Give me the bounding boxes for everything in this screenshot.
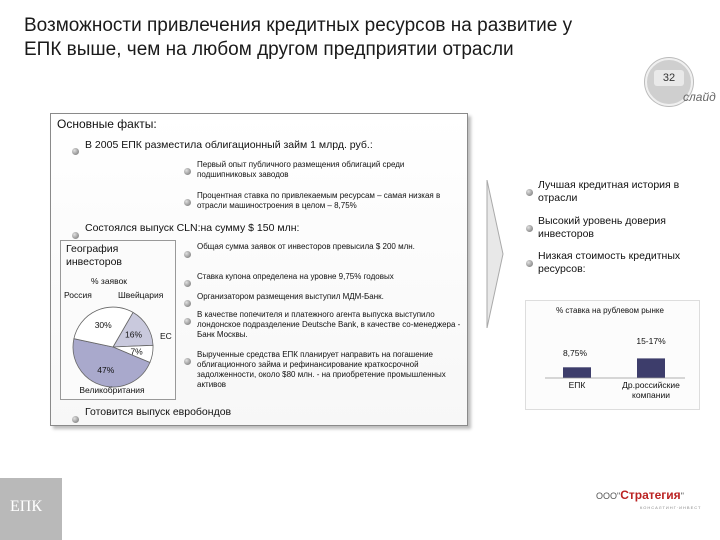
cln-point-5: Вырученные средства ЕПК планирует направить на погашение облигационного займа и рефинансирование краткосрочной задолженности, около $80 млн. - на приобретение промышленных активов	[197, 350, 446, 389]
company-logo	[596, 488, 684, 502]
bar-category-label: ЕПК	[568, 380, 586, 390]
bar-value-label: 15-17%	[636, 336, 666, 346]
pie-title: География инвесторов	[66, 243, 123, 268]
eurobond-text: Готовится выпуск евробондов	[85, 406, 232, 418]
investor-geography-pie	[60, 285, 176, 405]
company-subtitle: КОНСАЛТИНГ·ИНВЕСТ	[640, 505, 702, 510]
slide-label: слайд	[683, 90, 716, 104]
bullet-icon	[184, 162, 191, 180]
title-line-1: Возможности привлечения кредитных ресурсов на развитие у	[24, 15, 573, 36]
pie-category-label: Швейцария	[118, 290, 164, 300]
bullet-icon	[526, 183, 533, 201]
pie-value-label: 7%	[130, 346, 143, 357]
bullet-icon	[184, 352, 191, 370]
rate-bar-chart	[525, 300, 700, 425]
epk-logo-text: ЕПК	[10, 498, 42, 515]
pie-category-label: Великобритания	[79, 385, 145, 395]
bullet-icon	[184, 312, 191, 330]
pie-category-label: ЕС	[160, 331, 172, 341]
bullet-icon	[526, 254, 533, 272]
pie-value-label: 47%	[97, 364, 115, 375]
bar-value-label: 8,75%	[562, 348, 588, 358]
company-suffix: "	[680, 491, 684, 501]
bar-0	[563, 367, 591, 378]
bullet-icon	[72, 410, 79, 428]
bullet-icon	[184, 274, 191, 292]
pie-value-label: 30%	[94, 320, 112, 331]
cln-point-4: В качестве попечителя и платежного агента выпуска выступило лондонское подразделение Deutsche Bank, в качестве со-менеджера - Банк Москвы.	[197, 310, 461, 339]
cln-point-3: Организатором размещения выступил МДМ-Банк.	[197, 292, 384, 301]
cln-point-2: Ставка купона определена на уровне 9,75% годовых	[197, 272, 394, 281]
bond-point-1: Первый опыт публичного размещения облигаций среди подшипниковых заводов	[197, 160, 405, 179]
bullet-icon	[184, 193, 191, 211]
bar-category-label: компании	[632, 390, 670, 400]
page-title	[24, 14, 624, 62]
bullet-icon	[526, 219, 533, 237]
company-name: Стратегия	[620, 488, 681, 502]
advantage-2: Высокий уровень доверия инвесторов	[538, 215, 666, 240]
pie-category-label: Россия	[64, 290, 92, 300]
cln-issue-text: Состоялся выпуск CLN:на сумму $ 150 млн:	[85, 222, 300, 234]
bar-category-label: Др.российские	[622, 380, 680, 390]
bullet-icon	[184, 245, 191, 263]
advantage-1: Лучшая кредитная история в отрасли	[538, 179, 680, 204]
pie-subtitle: % заявок	[91, 276, 128, 286]
arrow-icon	[485, 180, 505, 328]
company-prefix: ООО"	[596, 491, 621, 501]
bullet-icon	[184, 294, 191, 312]
bond-issue-text: В 2005 ЕПК разместила облигационный займ 1 млрд. руб.:	[85, 139, 373, 151]
bond-point-2: Процентная ставка по привлекаемым ресурсам – самая низкая в отрасли машиностроения в целом – 8,75%	[197, 191, 441, 210]
title-line-2: ЕПК выше, чем на любом другом предприятии отрасли	[24, 39, 514, 60]
cln-point-1: Общая сумма заявок от инвесторов превысила $ 200 млн.	[197, 242, 415, 251]
bullet-icon	[72, 142, 79, 160]
pie-value-label: 16%	[124, 329, 143, 340]
facts-heading: Основные факты:	[57, 117, 157, 131]
slide-number: 32	[654, 70, 684, 86]
advantage-3: Низкая стоимость кредитных ресурсов:	[538, 250, 681, 275]
bar-1	[637, 358, 665, 378]
bar-chart-title: % ставка на рублевом рынке	[556, 306, 664, 315]
